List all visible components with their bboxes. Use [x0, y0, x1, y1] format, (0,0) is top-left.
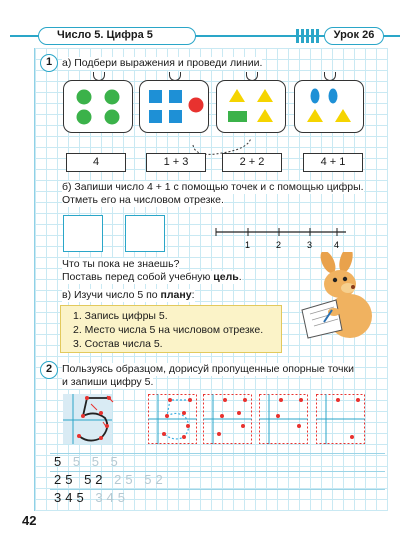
page-number: 42	[22, 513, 37, 528]
tick-label: 4	[334, 240, 340, 250]
writing-row[interactable]: 5 5 5 5	[50, 453, 385, 471]
writing-row[interactable]: 25 52 25 52	[50, 471, 385, 489]
practice-square[interactable]	[259, 394, 308, 444]
digit-answer-box[interactable]	[125, 215, 165, 252]
task-2-instruction-line2: и запиши цифру 5.	[62, 376, 154, 388]
dots-answer-box[interactable]	[63, 215, 103, 252]
plan-item: 1. Запись цифры 5.	[73, 310, 168, 322]
expression-box[interactable]: 1 + 3	[146, 153, 206, 172]
lesson-title: Число 5. Цифра 5	[38, 27, 196, 45]
expression-box[interactable]: 4 + 1	[303, 153, 363, 172]
expression-box[interactable]: 4	[66, 153, 126, 172]
tick-label: 1	[245, 240, 251, 250]
plan-item: 3. Состав числа 5.	[73, 338, 163, 350]
tick-label: 2	[276, 240, 282, 250]
study-plan	[60, 305, 282, 353]
task-1-number: 1	[40, 54, 58, 72]
expression-box[interactable]: 2 + 2	[222, 153, 282, 172]
task-2-number: 2	[40, 361, 58, 379]
question-line2: Поставь перед собой учебную цель.	[62, 271, 242, 283]
sample-digit-5	[63, 394, 112, 444]
task-1b-instruction-line2: Отметь его на числовом отрезке.	[62, 194, 224, 206]
practice-square[interactable]	[316, 394, 365, 444]
kangaroo-illustration	[298, 252, 386, 342]
writing-row[interactable]: 345 345	[50, 489, 385, 507]
practice-square[interactable]	[203, 394, 252, 444]
task-1a-instruction: а) Подбери выражения и проведи линии.	[62, 57, 263, 69]
tick-label: 3	[307, 240, 313, 250]
task-2-instruction-line1: Пользуясь образцом, дорисуй пропущенные опорные точки	[62, 363, 354, 375]
task-1b-instruction-line1: б) Запиши число 4 + 1 с помощью точек и с помощью цифры.	[62, 181, 364, 193]
number-line[interactable]	[214, 228, 354, 252]
question-line1: Что ты пока не знаешь?	[62, 258, 180, 270]
task-1c-instruction: в) Изучи число 5 по плану:	[62, 289, 195, 301]
plan-item: 2. Место числа 5 на числовом отрезке.	[73, 324, 264, 336]
lesson-number: Урок 26	[324, 27, 384, 45]
practice-square[interactable]	[148, 394, 197, 444]
writing-practice[interactable]	[50, 453, 385, 508]
